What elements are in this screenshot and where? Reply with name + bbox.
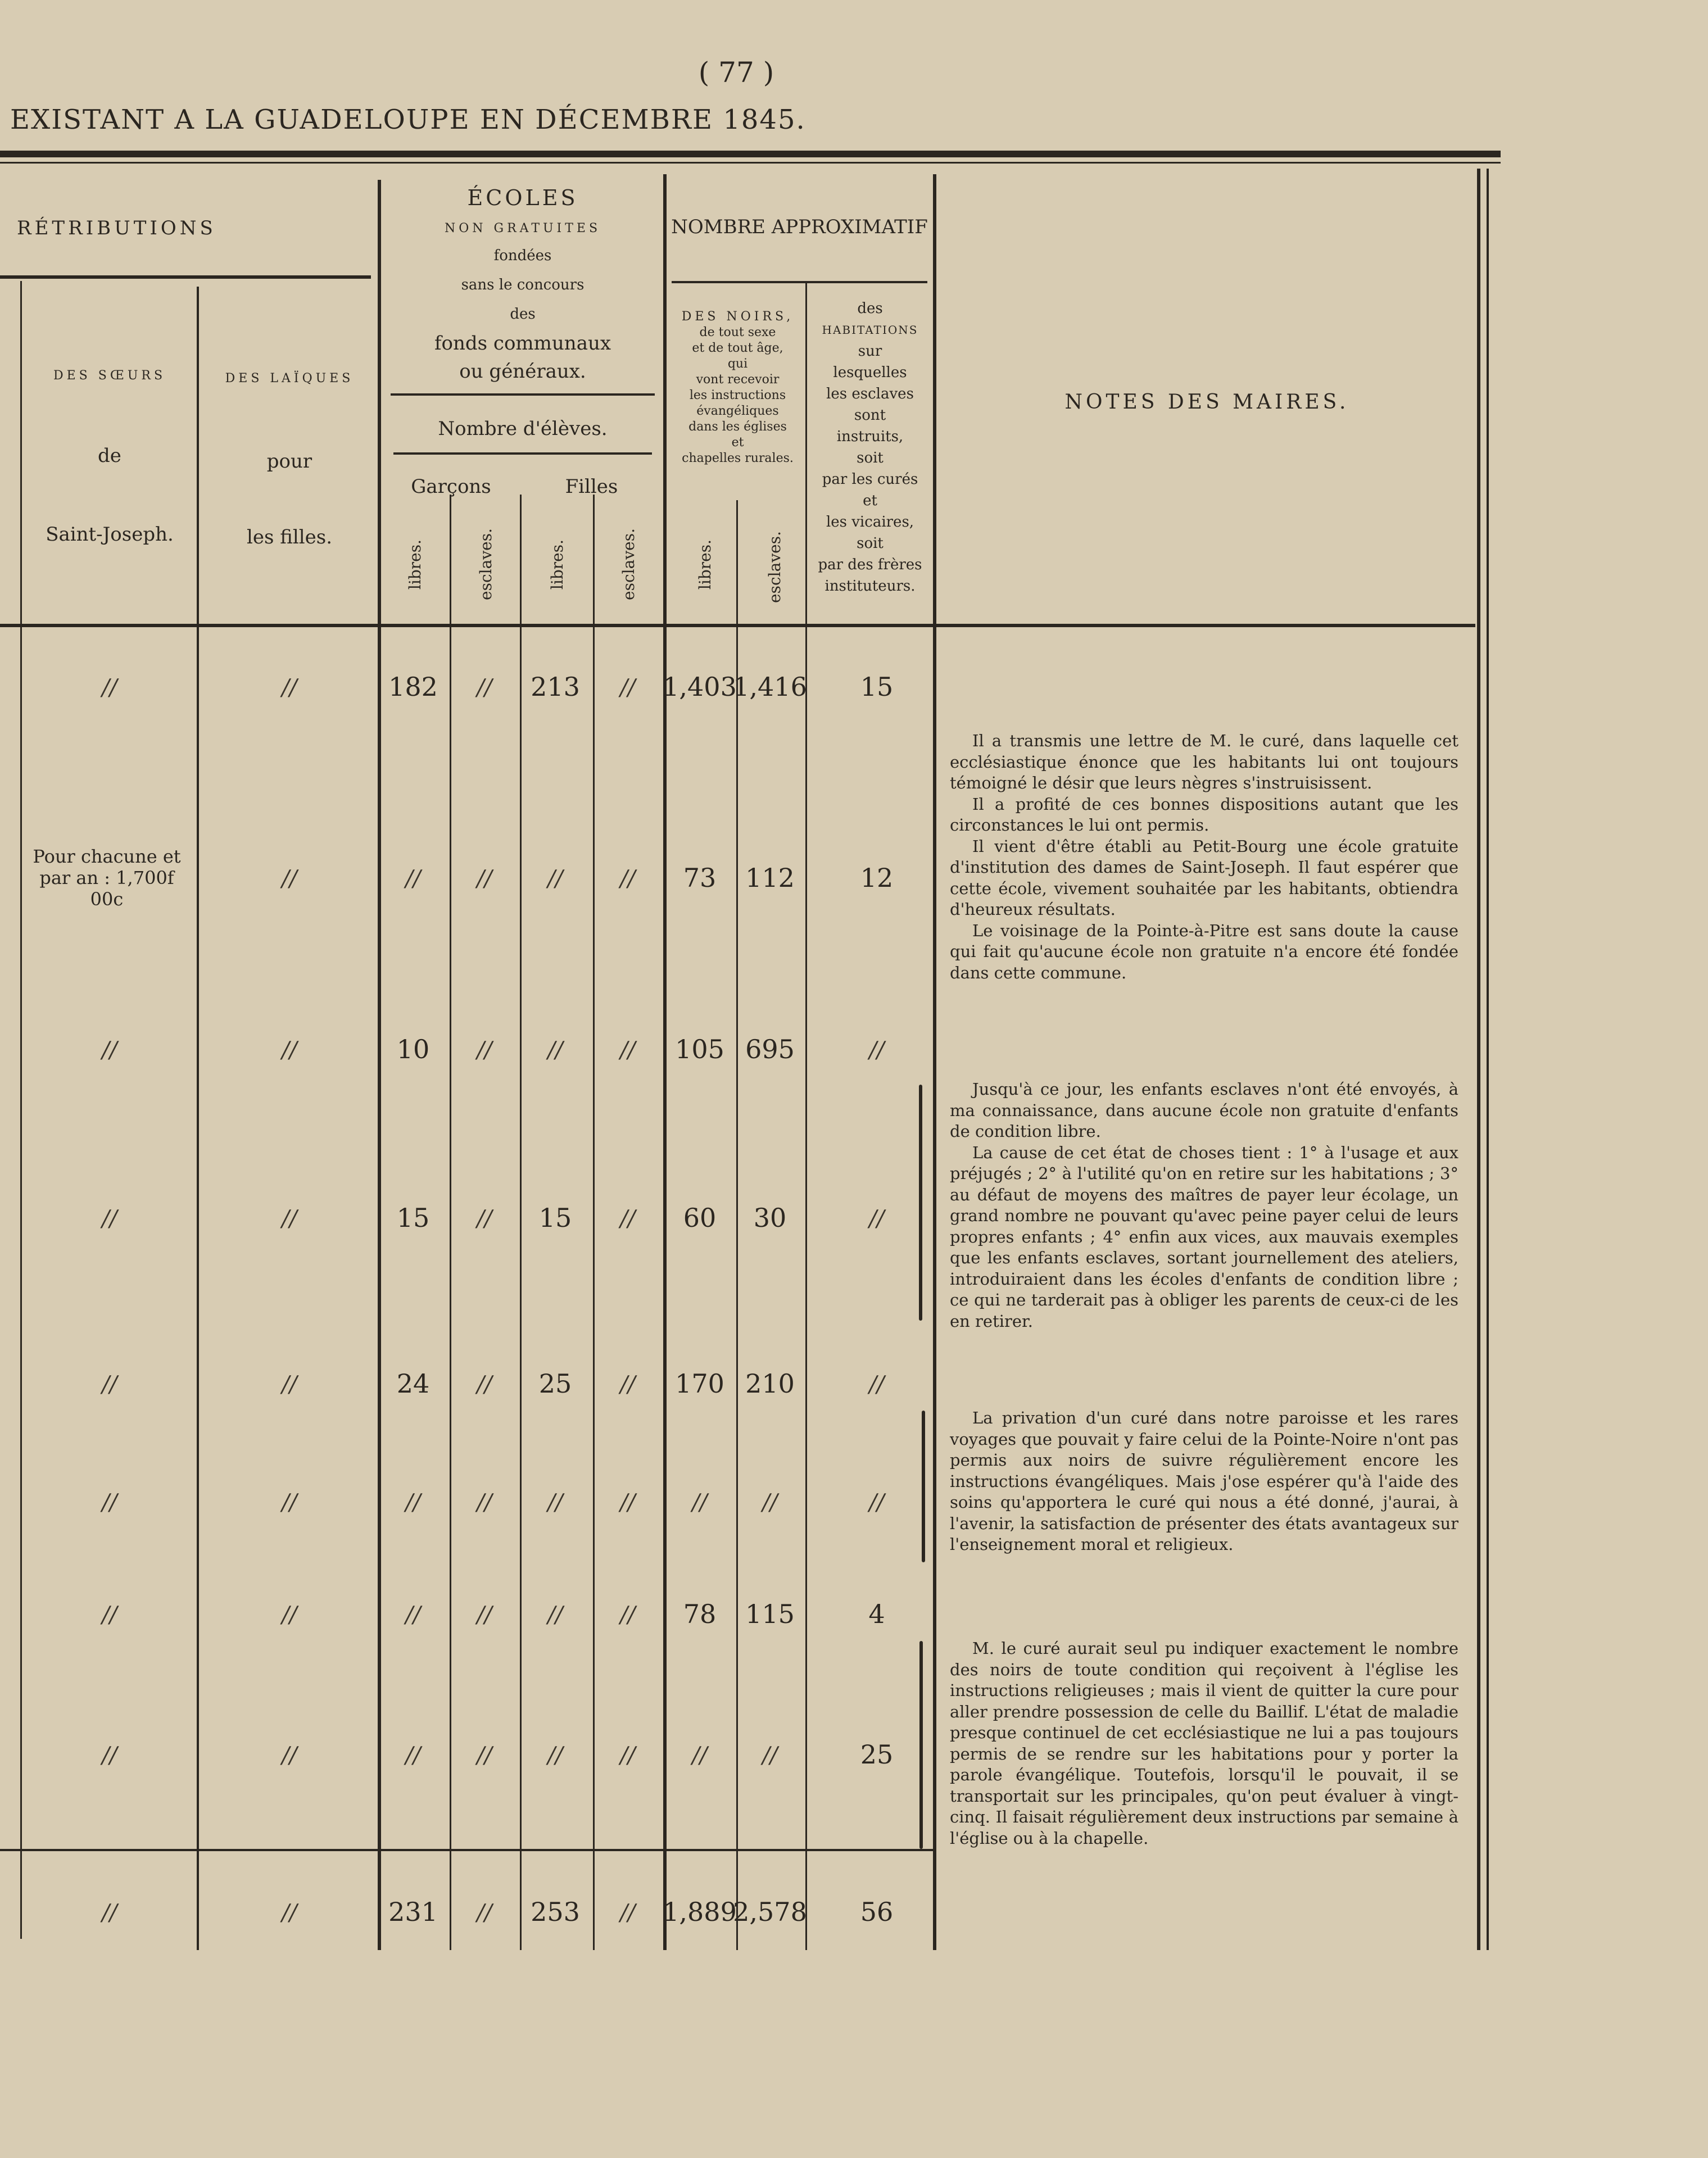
note-3	[950, 1408, 1458, 1556]
table-cell-laiques: //	[282, 1743, 297, 1769]
table-cell-f-esclaves: //	[620, 866, 636, 892]
total-cell-soeurs: //	[102, 1900, 117, 1926]
note-paragraph: Il a transmis une lettre de M. le curé, dans laquelle cet ecclésiastique énonce que les habitants lui ont toujours témoigné le désir que leurs nègres s'instruisissent.	[950, 731, 1458, 792]
total-cell-g-libres: 231	[388, 1897, 438, 1927]
table-cell-soeurs: //	[102, 1602, 117, 1628]
col-rule	[805, 281, 807, 1950]
ecoles-non-gratuites: NON GRATUITES	[444, 221, 601, 235]
table-cell-g-esclaves: //	[477, 1037, 492, 1063]
noirs-header-line: dans les églises	[688, 420, 787, 434]
n-libres-header: libres.	[696, 540, 714, 590]
brace	[933, 736, 936, 989]
table-cell-n-libres: 73	[683, 863, 717, 893]
table-cell-f-esclaves: //	[620, 1743, 636, 1769]
brace	[919, 1085, 922, 1321]
table-cell-soeurs: //	[102, 675, 117, 701]
table-cell-f-esclaves: //	[620, 1037, 636, 1063]
hab-header-line: sur	[858, 343, 882, 360]
table-cell-n-esclaves: 115	[745, 1599, 795, 1629]
hab-header-line: sont	[854, 407, 886, 424]
total-cell-habitations: 56	[860, 1897, 894, 1927]
note-1	[950, 731, 1458, 983]
header-rule	[0, 624, 1475, 627]
f-esclaves-header: esclaves.	[619, 528, 638, 600]
brace	[922, 1411, 925, 1562]
table-cell-soeurs: //	[102, 1037, 117, 1063]
g-esclaves-header: esclaves.	[477, 528, 495, 600]
note-paragraph: Il a profité de ces bonnes dispositions autant que les circonstances le lui ont permis.	[950, 794, 1458, 835]
eleves-rule	[393, 452, 652, 455]
table-cell-n-libres: //	[692, 1743, 708, 1769]
col-rule	[378, 180, 381, 1950]
approx-rule	[672, 281, 927, 283]
garcons-header: Garçons	[411, 475, 491, 498]
note-4	[950, 1638, 1458, 1849]
table-cell-n-esclaves: 695	[745, 1034, 795, 1064]
table-cell-g-libres: //	[405, 1602, 421, 1628]
col-rule	[933, 174, 936, 1950]
laiques-header-filles: les filles.	[246, 526, 333, 548]
hab-header-line: lesquelles	[833, 364, 907, 381]
table-cell-g-esclaves: //	[477, 1602, 492, 1628]
nombre-eleves-header: Nombre d'élèves.	[438, 418, 608, 440]
notes-header: NOTES DES MAIRES.	[1064, 391, 1349, 414]
table-cell-g-esclaves: //	[477, 675, 492, 701]
table-cell-g-libres: //	[405, 1743, 421, 1769]
col-rule	[197, 287, 199, 1950]
table-cell-f-libres: //	[547, 1490, 563, 1516]
table-cell-n-libres: //	[692, 1490, 708, 1516]
note-paragraph: M. le curé aurait seul pu indiquer exactement le nombre des noirs de toute condition qui reçoivent à l'église les instructions religieuses ; mais il vient de quitter la cure pour aller prendre possession de celle du Baillif. L'état de maladie presque continuel de cet ecclésiastique ne lui a pas toujours permis de se rendre sur les habitations pour y porter la parole évangélique. Toutefois, lorsqu'il le pouvait, il se transportait sur les principales, qu'on peut évaluer à vingt-cinq. Il faisait régulièrement deux instructions par semaine à l'église ou à la chapelle.	[950, 1639, 1458, 1848]
noirs-header-line: DES NOIRS,	[681, 310, 794, 324]
table-cell-laiques: //	[282, 1490, 297, 1516]
total-cell-n-libres: 1,889	[663, 1897, 737, 1927]
note-2	[950, 1079, 1458, 1332]
retributions-header: RÉTRIBUTIONS	[17, 217, 216, 239]
col-rule	[20, 281, 22, 1939]
hab-header-line: des	[857, 300, 883, 317]
table-cell-soeurs: //	[102, 1743, 117, 1769]
page-number: ( 77 )	[698, 56, 774, 89]
soeurs-header: DES SŒURS	[53, 369, 166, 383]
noirs-header-line: chapelles rurales.	[682, 451, 794, 465]
noirs-header-line: et	[731, 436, 744, 450]
note-paragraph: Le voisinage de la Pointe-à-Pitre est sans doute la cause qui fait qu'aucune école non gratuite n'a encore été fondée dans cette commune.	[950, 921, 1458, 982]
top-rule-thick	[0, 151, 1501, 157]
table-cell-n-libres: 60	[683, 1203, 717, 1233]
table-cell-f-esclaves: //	[620, 675, 636, 701]
soeurs-header-de: de	[98, 445, 121, 467]
table-cell-f-libres: //	[547, 866, 563, 892]
ecoles-line: ou généraux.	[459, 360, 586, 383]
total-cell-f-esclaves: //	[620, 1900, 636, 1926]
soeurs-header-name: Saint-Joseph.	[46, 523, 174, 546]
table-cell-laiques: //	[282, 1206, 297, 1232]
table-cell-g-libres: 24	[396, 1368, 430, 1399]
hab-header-line: par des frères	[818, 556, 922, 573]
ecoles-line: fondées	[493, 247, 552, 264]
ecoles-rule	[391, 393, 655, 396]
total-cell-laiques: //	[282, 1900, 297, 1926]
table-cell-g-esclaves: //	[477, 1743, 492, 1769]
table-cell-n-esclaves: 30	[753, 1203, 787, 1233]
table-cell-g-libres: 15	[396, 1203, 430, 1233]
table-cell-f-esclaves: //	[620, 1490, 636, 1516]
table-cell-g-esclaves: //	[477, 866, 492, 892]
noirs-header-line: qui	[727, 357, 748, 371]
table-cell-g-esclaves: //	[477, 1372, 492, 1398]
note-paragraph: Jusqu'à ce jour, les enfants esclaves n'ont été envoyés, à ma connaissance, dans aucune école non gratuite d'enfants de condition libre.	[950, 1080, 1458, 1141]
table-cell-f-libres: 15	[538, 1203, 572, 1233]
ecoles-line: sans le concours	[461, 276, 585, 293]
table-cell-n-libres: 105	[675, 1034, 724, 1064]
table-cell-soeurs: //	[102, 1372, 117, 1398]
noirs-header-line: évangéliques	[696, 404, 779, 418]
table-cell-n-esclaves: //	[762, 1743, 778, 1769]
note-paragraph: La privation d'un curé dans notre paroisse et les rares voyages que pouvait y faire celui de la Pointe-Noire n'ont pas permis aux noirs de suivre régulièrement encore les instructions évangéliques. Mais j'ose espérer qu'à l'aide des soins qu'apportera le curé qui nous a été donné, j'aurai, à l'avenir, la satisfaction de présenter des états avantageux sur l'enseignement moral et religieux.	[950, 1408, 1458, 1554]
hab-header-line: les vicaires,	[826, 514, 914, 531]
totals-rule	[0, 1849, 933, 1851]
total-cell-f-libres: 253	[531, 1897, 580, 1927]
ecoles-line: des	[510, 306, 536, 323]
noirs-header-line: les instructions	[689, 388, 786, 402]
table-cell-f-esclaves: //	[620, 1206, 636, 1232]
table-cell-g-libres: //	[405, 866, 421, 892]
note-paragraph: Il vient d'être établi au Petit-Bourg une école gratuite d'institution des dames de Saint-Joseph. Il faut espérer que cette école, vivement souhaitée par les habitants, obtiendra d'heureux résultats.	[950, 836, 1458, 919]
table-cell-f-libres: //	[547, 1743, 563, 1769]
noirs-header-line: vont recevoir	[696, 373, 780, 387]
n-esclaves-header: esclaves.	[765, 531, 784, 603]
table-cell-laiques: //	[282, 675, 297, 701]
note-paragraph: La cause de cet état de choses tient : 1° à l'usage et aux préjugés ; 2° à l'utilité qu'on en retire sur les habitations ; 3° au défaut de moyens des maîtres de payer leur écolage, un grand nombre ne pouvant qu'avec peine payer celui de leurs propres enfants ; 4° enfin aux vices, aux mauvais exemples que les enfants esclaves, sortant journellement des ateliers, introduiraient dans les écoles d'enfants de condition libre ; ce qui ne tarderait pas à obliger les parents de ceux-ci de les en retirer.	[950, 1143, 1458, 1331]
top-rule-thin	[0, 162, 1501, 164]
table-cell-habitations: //	[869, 1490, 885, 1516]
hab-header-line: et	[863, 492, 877, 509]
page-heading: EXISTANT A LA GUADELOUPE EN DÉCEMBRE 1845.	[10, 104, 806, 135]
table-cell-f-esclaves: //	[620, 1372, 636, 1398]
table-cell-g-libres: 182	[388, 672, 438, 702]
table-cell-n-esclaves: 112	[745, 863, 795, 893]
table-cell-habitations: //	[869, 1206, 885, 1232]
table-cell-g-esclaves: //	[477, 1490, 492, 1516]
table-cell-g-esclaves: //	[477, 1206, 492, 1232]
hab-header-line: HABITATIONS	[822, 323, 918, 337]
table-cell-n-libres: 170	[675, 1368, 724, 1399]
table-cell-habitations: //	[869, 1372, 885, 1398]
table-cell-habitations: 25	[860, 1739, 894, 1770]
table-cell-g-libres: //	[405, 1490, 421, 1516]
retrib-rule	[0, 275, 371, 279]
table-cell-n-libres: 1,403	[663, 672, 737, 702]
hab-header-line: instruits,	[836, 428, 904, 445]
table-cell-f-libres: 25	[538, 1368, 572, 1399]
table-cell-laiques: //	[282, 866, 297, 892]
table-cell-n-libres: 78	[683, 1599, 717, 1629]
g-libres-header: libres.	[406, 540, 424, 590]
brace	[919, 1641, 923, 1849]
table-cell-f-libres: 213	[531, 672, 580, 702]
laiques-header-pour: pour	[266, 450, 312, 473]
table-cell-n-esclaves: 1,416	[733, 672, 807, 702]
table-cell-habitations: 4	[868, 1599, 885, 1629]
table-cell-f-libres: //	[547, 1602, 563, 1628]
table-cell-habitations: //	[869, 1037, 885, 1063]
hab-header-line: soit	[857, 535, 884, 552]
table-cell-g-libres: 10	[396, 1034, 430, 1064]
table-cell-f-libres: //	[547, 1037, 563, 1063]
noirs-header-line: de tout sexe	[699, 325, 776, 339]
table-cell-laiques: //	[282, 1602, 297, 1628]
ecoles-line: fonds communaux	[434, 332, 611, 355]
hab-header-line: instituteurs.	[824, 578, 916, 595]
table-cell-habitations: 15	[860, 672, 894, 702]
col-rule	[1477, 169, 1480, 1950]
hab-header-line: par les curés	[822, 471, 918, 488]
total-cell-g-esclaves: //	[477, 1900, 492, 1926]
noirs-header-line: et de tout âge,	[692, 341, 783, 355]
table-cell-n-esclaves: //	[762, 1490, 778, 1516]
ecoles-header: ÉCOLES	[467, 185, 578, 210]
noirs-header	[669, 309, 807, 466]
nombre-approx-header: NOMBRE APPROXIMATIF	[671, 216, 928, 238]
table-cell-laiques: //	[282, 1372, 297, 1398]
f-libres-header: libres.	[548, 540, 567, 590]
table-cell-soeurs: //	[102, 1206, 117, 1232]
col-rule	[1487, 169, 1489, 1950]
habitations-header	[808, 298, 932, 597]
hab-header-line: les esclaves	[826, 386, 914, 402]
table-cell-soeurs: //	[102, 1490, 117, 1516]
total-cell-n-esclaves: 2,578	[733, 1897, 807, 1927]
filles-header: Filles	[565, 475, 618, 498]
hab-header-line: soit	[857, 450, 884, 466]
table-cell-n-esclaves: 210	[745, 1368, 795, 1399]
table-cell-habitations: 12	[860, 863, 894, 893]
table-cell-f-esclaves: //	[620, 1602, 636, 1628]
table-cell-laiques: //	[282, 1037, 297, 1063]
retribution-amount: Pour chacune et par an : 1,700f 00c	[33, 846, 181, 910]
laiques-header: DES LAÏQUES	[225, 371, 354, 386]
